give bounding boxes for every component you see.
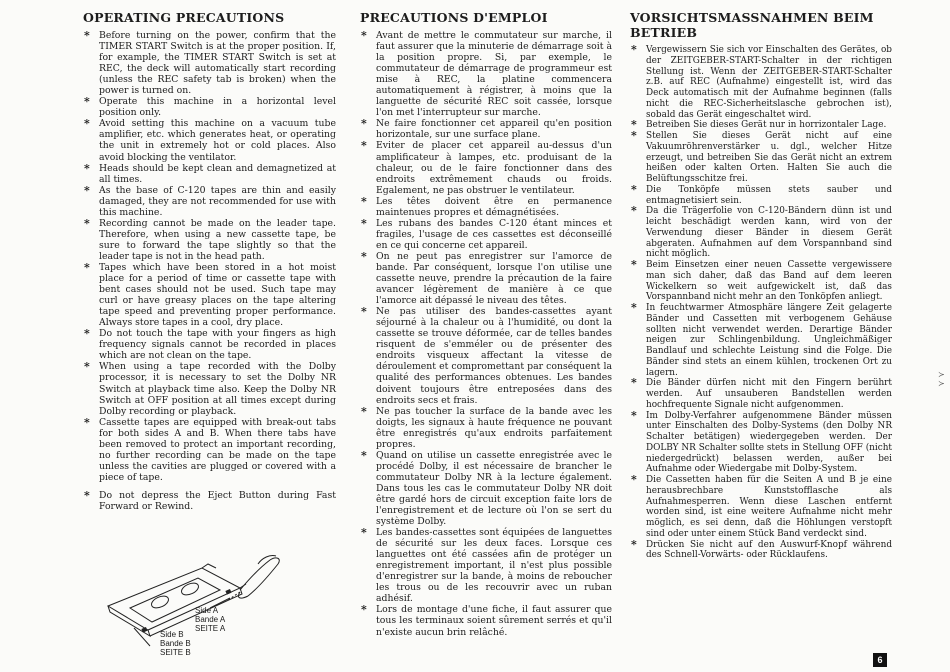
list-item: * Les bandes-cassettes sont équipées de languettes de sécurité sur les deux faces. Lorsque ces languettes ont été cassées afin de protéger un enregistrement important, il n'est plus possible d'enregistrer sur la bande, à moins de reboucher les trous ou de les recouvrir avec un ruban adhésif. [360, 527, 612, 604]
list-item: * In feuchtwarmer Atmosphäre längere Zeit gelagerte Bänder und Cassetten mit verbogenem Gehäuse sollten nicht verwendet werden. Derartige Bänder neigen zur Schlingenbildung. Ungleichmäßiger Bandlauf und schlechte Leistung sind die Folge. Die Bänder sind stets an einem kühlen, trockenen Ort zu lagern. [630, 303, 892, 378]
list-item: * Tapes which have been stored in a hot moist place for a period of time or cassette tape with bent cases should not be used. Such tape may curl or have greasy places on the tape altering tape speed and preventing proper performance. Always store tapes in a cool, dry place. [83, 262, 336, 328]
list-item: * Recording cannot be made on the leader tape. Therefore, when using a new cassette tape, be sure to forward the tape slightly so that the leader tape is not in the head path. [83, 218, 336, 262]
list-item: * Cassette tapes are equipped with break-out tabs for both sides A and B. When there tabs have been removed to protect an important recording, no further recording can be made on the tape unless the cavities are plugged or covered with a piece of tape. [83, 417, 336, 483]
english-column [83, 10, 336, 512]
english-precautions-list [83, 30, 336, 512]
list-item: * Les têtes doivent être en permanence maintenues propres et démagnétisées. [360, 196, 612, 218]
list-item: * Betreiben Sie dieses Gerät nur in horrizontaler Lage. [630, 120, 892, 131]
edge-mark: ≻ ≻ [938, 370, 945, 388]
list-item: * Eviter de placer cet appareil au-dessus d'un amplificateur à lampes, etc. produisant de la chaleur, ou de le faire fonctionner dans des endroits extrêmement chauds ou froids. Egalement, ne pas obstruer le ventilateur. [360, 140, 612, 195]
side-b-german: SEITE B [160, 648, 191, 657]
side-a-label [195, 606, 225, 633]
list-item: * Ne pas toucher la surface de la bande avec les doigts, les signaux à haute fréquence ne pouvant être enregistrés qu'aux endroits parfaitement propres. [360, 406, 612, 450]
list-item: * Da die Trägerfolie von C-120-Bändern dünn ist und leicht beschädigt werden kann, wird von der Verwendung dieser Bänder in diesem Gerät abgeraten. Aufnahmen auf dem Vorspannband sind nicht möglich. [630, 206, 892, 260]
page-number: 6 [873, 653, 887, 667]
list-item: * Ne pas utiliser des bandes-cassettes ayant séjourné à la chaleur ou à l'humidité, ou dont la cassette se trouve déformée, car de telles bandes risquent de s'emméler ou de présenter des endroits visqueux affectant la vitesse de déroulement et compromettant par conséquent la qualité des performances obtenues. Les bandes doivent toujours être entreposées dans des endroits secs et frais. [360, 306, 612, 405]
list-item: * Die Tonköpfe müssen stets sauber und entmagnetisiert sein. [630, 185, 892, 207]
list-item: * Les rubans des bandes C-120 étant minces et fragiles, l'usage de ces cassettes est déconseillé en ce qui concerne cet appareil. [360, 218, 612, 251]
list-item: * Do not depress the Eject Button during Fast Forward or Rewind. [83, 490, 336, 512]
side-a-german: SEITE A [195, 624, 226, 633]
list-item: * Die Bänder dürfen nicht mit den Fingern berührt werden. Auf unsauberen Bandstellen werden hochfrequente Signale nicht aufgenommen. [630, 378, 892, 410]
list-item: * Operate this machine in a horizontal level position only. [83, 96, 336, 118]
french-precautions-list [360, 30, 612, 638]
list-item: * Do not touch the tape with your fingers as high frequency signals cannot be recorded in places which are not clean on the tape. [83, 328, 336, 361]
german-heading: VORSICHTSMASSNAHMEN BEIM BETRIEB [630, 10, 874, 40]
list-item: * On ne peut pas enregistrer sur l'amorce de bande. Par conséquent, lorsque l'on utilise une cassette neuve, prendre la précaution de la faire avancer légèrement de manière à ce que l'amorce ait dépassé le niveau des têtes. [360, 251, 612, 306]
list-item: * Quand on utilise un cassette enregistrée avec le procédé Dolby, il est nécessaire de brancher le commutateur Dolby NR à la lecture également. Dans tous les cas le commutateur Dolby NR doit être gardé hors de circuit exception faite lors de l'enregistrement et de lecture où l'on se sert du système Dolby. [360, 450, 612, 527]
german-column [630, 10, 892, 561]
list-item: * Avoid setting this machine on a vacuum tube amplifier, etc. which generates heat, or operating the unit in extremely hot or cold places. Also avoid blocking the ventilator. [83, 118, 336, 162]
list-item: * Avant de mettre le commutateur sur marche, il faut assurer que la minuterie de démarrage soit à la position propre. Si, par exemple, le commutateur de démarrage de programmeur est mise à REC, la platine commencera automatiquement à régistrer, à moins que la languette de sécurité REC soit cassée, lorsque l'on met l'interrupteur sur marche. [360, 30, 612, 118]
list-item: * Before turning on the power, confirm that the TIMER START Switch is at the proper position. If, for example, the TIMER START Switch is set at REC, the deck will automatically start recording (unless the REC safety tab is broken) when the power is turned on. [83, 30, 336, 96]
french-heading: PRECAUTIONS D'EMPLOI [360, 10, 548, 25]
side-a-french: Bande A [195, 615, 226, 624]
list-item: * Drücken Sie nicht auf den Auswurf-Knopf während des Schnell-Vorwärts- oder Rücklaufens. [630, 540, 892, 562]
list-item: * When using a tape recorded with the Dolby processor, it is necessary to set the Dolby NR Switch at playback time also. Keep the Dolby NR Switch at OFF position at all times except during Dolby recording or playback. [83, 361, 336, 416]
list-item: * Im Dolby-Verfahrer aufgenommene Bänder müssen unter Einschalten des Dolby-Systems (den Dolby NR Schalter betätigen) wiedergegeben werden. Der DOLBY NR Schalter sollte stets in Stellung OFF (nicht niedergedrückt) belassen werden, außer bei Aufnahme oder Wiedergabe mit Dolby-System. [630, 411, 892, 476]
list-item: * Die Cassetten haben für die Seiten A und B je eine herausbrechbare Kunststofflasche als Aufnahmesperren. Wenn diese Laschen entfernt worden sind, ist eine weitere Aufnahme nicht mehr möglich, es sei denn, daß die Höhlungen verstopft sind oder unter einem Stück Band verdeckt sind. [630, 475, 892, 540]
list-item: * Beim Einsetzen einer neuen Cassette vergewissere man sich daher, daß das Band auf dem leeren Wickelkern so weit aufgewickelt ist, daß das Vorspannband nicht mehr an den Tonköpfen anliegt. [630, 260, 892, 303]
side-b-french: Bande B [160, 639, 191, 648]
list-item: * Stellen Sie dieses Gerät nicht auf eine Vakuumröhrenverstärker u. dgl., welcher Hitze erzeugt, und betreiben Sie das Gerät nicht an extrem heißen oder kalten Orten. Halten Sie auch die Belüftungsschitze frei. [630, 131, 892, 185]
french-column [360, 10, 612, 638]
list-item: * Ne faire fonctionner cet appareil qu'en position horizontale, sur une surface plane. [360, 118, 612, 140]
side-b-label [160, 630, 191, 657]
list-item: * Heads should be kept clean and demagnetized at all times. [83, 163, 336, 185]
list-item: * Vergewissern Sie sich vor Einschalten des Gerätes, ob der ZEITGEBER-START-Schalter in der richtigen Stellung ist. Wenn der ZEITGEBER-START-Schalter z.B. auf REC (Aufnahme) eingestellt ist, wird das Deck automatisch mit der Aufnahme beginnen (falls nicht die REC-Sicherheitslasche gebrochen ist), sobald das Gerät eingeschaltet wird. [630, 45, 892, 120]
list-item: * As the base of C-120 tapes are thin and easily damaged, they are not recommended for use with this machine. [83, 185, 336, 218]
side-a-english: Side A [195, 606, 219, 615]
german-precautions-list [630, 45, 892, 561]
english-heading: OPERATING PRECAUTIONS [83, 10, 285, 25]
side-b-english: Side B [160, 630, 184, 639]
list-item: * Lors de montage d'une fiche, il faut assurer que tous les terminaux soient sûrement serrés et qu'il n'existe aucun brin relâché. [360, 604, 612, 637]
